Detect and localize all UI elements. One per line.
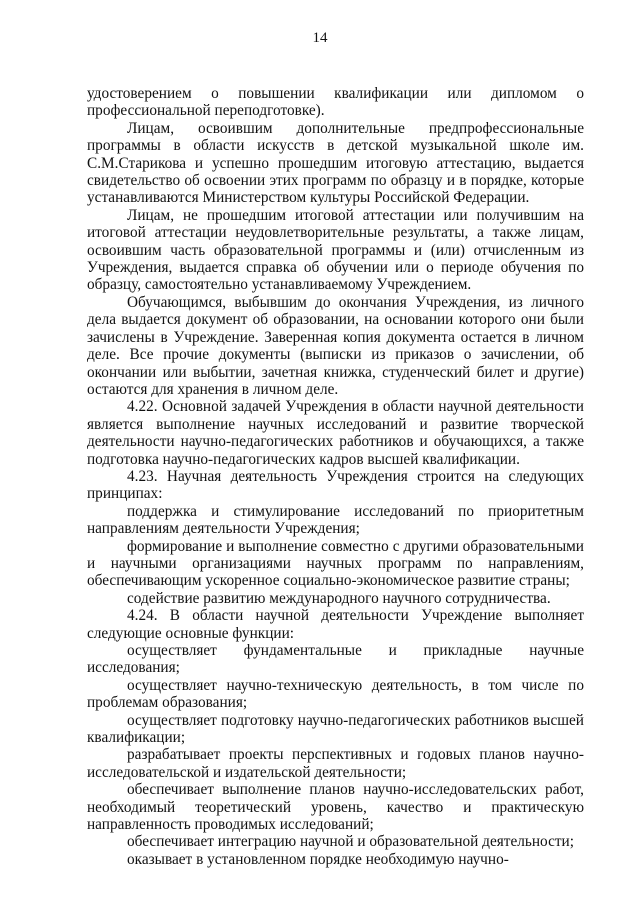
function-item: обеспечивает выполнение планов научно-исследовательских работ, необходимый теоретический уровень, качество и практическую направленность проводимых исследований; bbox=[87, 781, 584, 834]
principle-item: формирование и выполнение совместно с другими образовательными и научными организациями научных программ по направлениям, обеспечивающим ускоренное социально-экономическое развитие страны; bbox=[87, 537, 584, 590]
document-body bbox=[87, 85, 584, 868]
function-item: оказывает в установленном порядке необходимую научно- bbox=[127, 850, 509, 868]
function-item: осуществляет фундаментальные и прикладные научные исследования; bbox=[87, 642, 584, 677]
clause-4-23: 4.23. Научная деятельность Учреждения строится на следующих принципах: bbox=[87, 467, 584, 503]
page-number: 14 bbox=[312, 30, 328, 46]
principle-item: содействие развитию международного научного сотрудничества. bbox=[127, 589, 551, 607]
clause-4-24: 4.24. В области научной деятельности Учреждение выполняет следующие основные функции: bbox=[87, 607, 584, 642]
principle-item: поддержка и стимулирование исследований по приоритетным направлениям деятельности Учреждения; bbox=[87, 502, 584, 538]
paragraph-continuation: удостоверением о повышении квалификации или дипломом о профессиональной переподготовке). bbox=[87, 85, 584, 120]
function-item: осуществляет научно-техническую деятельность, в том числе по проблемам образования; bbox=[87, 676, 584, 712]
paragraph-additional-programs-certificate: Лицам, освоившим дополнительные предпрофессиональные программы в области искусств в детской музыкальной школе им. С.М.Старикова и успешно прошедшим итоговую аттестацию, выдается свидетельство об освоении этих программ по образцу и в порядке, которые устанавливаются Министерством культуры Российской Федерации. bbox=[87, 119, 584, 207]
paragraph-withdrawn-students: Обучающимся, выбывшим до окончания Учреждения, из личного дела выдается документ об образовании, на основании которого они были зачислены в Учреждение. Заверенная копия документа остается в личном деле. Все прочие документы (выписки из приказов о зачислении, об окончании или выбытии, зачетная книжка, студенческий билет и другие) остаются для хранения в личном деле. bbox=[87, 293, 584, 398]
function-item: обеспечивает интеграцию научной и образовательной деятельности; bbox=[127, 833, 574, 851]
clause-4-22: 4.22. Основной задачей Учреждения в области научной деятельности является выполнение научных исследований и развитие творческой деятельности научно-педагогических работников и обучающихся, а также подготовка научно-педагогических кадров высшей квалификации. bbox=[87, 398, 584, 468]
function-item: осуществляет подготовку научно-педагогических работников высшей квалификации; bbox=[87, 711, 584, 747]
function-item: разрабатывает проекты перспективных и годовых планов научно-исследовательской и издательской деятельности; bbox=[87, 746, 584, 781]
paragraph-study-reference: Лицам, не прошедшим итоговой аттестации или получившим на итоговой аттестации неудовлетворительные результаты, а также лицам, освоившим часть образовательной программы и (или) отчисленным из Учреждения, выдается справка об обучении или о периоде обучения по образцу, самостоятельно устанавливаемому Учреждением. bbox=[87, 206, 584, 294]
